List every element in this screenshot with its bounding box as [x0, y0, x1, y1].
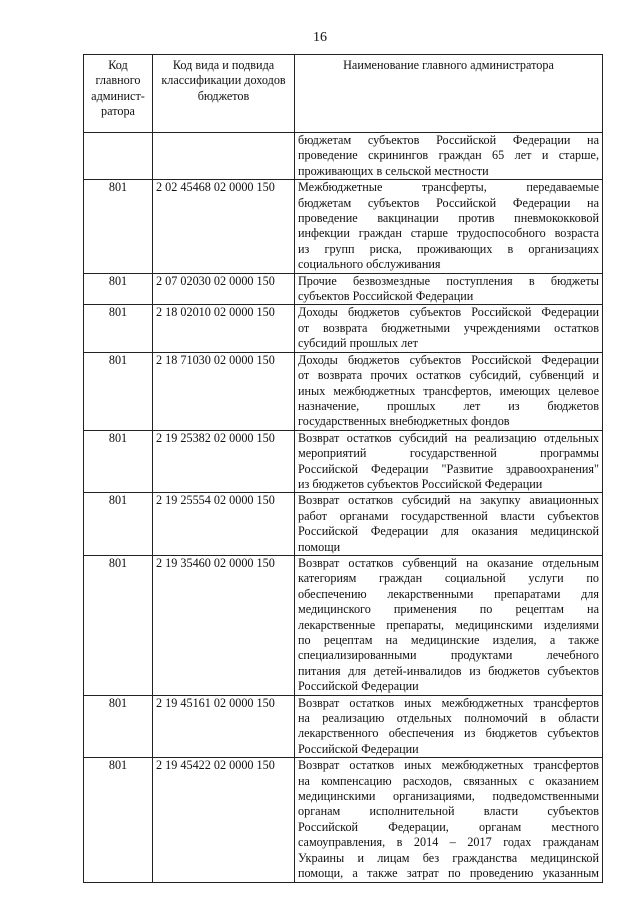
name-text-line: помощи: [298, 539, 341, 554]
name-text-line: из групп риска, проживающих в организациях: [298, 241, 599, 256]
classification-code-cell: 2 07 02030 02 0000 150: [153, 273, 295, 305]
classification-code-cell: [153, 133, 295, 180]
table-row: [84, 273, 603, 305]
administrator-name-cell: [295, 273, 603, 305]
name-text-line: Возврат остатков субсидий на реализацию отдельных: [298, 430, 599, 445]
name-text-line: лекарственные препараты, медицинскими изделиями: [298, 617, 599, 632]
name-text-line: Российской Федерации: [298, 679, 419, 694]
classification-code-cell: 2 19 25382 02 0000 150: [153, 430, 295, 493]
name-text-line: Российской Федерации "Развитие здравоохранения": [298, 461, 599, 476]
administrator-name-cell: [295, 555, 603, 695]
name-text-line: проведение скринингов граждан 65 лет и старше,: [298, 148, 599, 163]
name-text-line: категориям граждан социальной услуги по: [298, 571, 599, 586]
admin-code-cell: 801: [84, 305, 153, 352]
name-text-line: специализированными продуктами лечебного: [298, 648, 599, 663]
name-text-line: Российской Федерации для оказания медицинской: [298, 524, 599, 539]
name-text-line: инфекции граждан старше трудоспособного возраста: [298, 226, 599, 241]
name-text-line: работ органами государственной власти субъектов: [298, 508, 599, 523]
name-text-line: лекарственного обеспечения из бюджетов субъектов: [298, 726, 599, 741]
name-text-line: Доходы бюджетов субъектов Российской Федерации: [298, 352, 599, 367]
name-text-line: проживающих в сельской местности: [298, 163, 489, 178]
name-text-line: Межбюджетные трансферты, передаваемые: [298, 180, 599, 195]
classification-code-cell: 2 19 45161 02 0000 150: [153, 695, 295, 758]
table-row: [84, 555, 603, 695]
name-text-line: назначение, прошлых лет из бюджетов: [298, 398, 599, 413]
table-body: [84, 133, 603, 883]
classification-code-cell: 2 18 71030 02 0000 150: [153, 352, 295, 430]
name-text-line: помощи, а также затрат по проведению указанным: [298, 866, 599, 881]
name-text-line: Российской Федерации: [298, 741, 419, 756]
name-text-line: Доходы бюджетов субъектов Российской Федерации: [298, 305, 599, 320]
administrator-name-cell: [295, 180, 603, 273]
name-text-line: медицинскими организациями, подведомственными: [298, 789, 599, 804]
name-text-line: мероприятий государственной программы: [298, 446, 599, 461]
administrator-name-cell: [295, 133, 603, 180]
name-text-line: государственных внебюджетных фондов: [298, 414, 510, 429]
name-text-line: Российской Федерации, органам местного: [298, 819, 599, 834]
table-row: [84, 133, 603, 180]
name-text-line: субъектов Российской Федерации: [298, 289, 474, 304]
admin-code-cell: 801: [84, 555, 153, 695]
classification-code-cell: 2 19 25554 02 0000 150: [153, 493, 295, 556]
administrator-name-cell: [295, 352, 603, 430]
name-text-line: Украины и лицам без гражданства медицинской: [298, 850, 599, 865]
admin-code-cell: 801: [84, 273, 153, 305]
budget-revenue-table: [83, 54, 603, 883]
name-text-line: Возврат остатков субвенций на оказание отдельным: [298, 555, 599, 570]
admin-code-cell: 801: [84, 180, 153, 273]
name-text-line: бюджетам субъектов Российской Федерации на: [298, 195, 599, 210]
table-row: [84, 180, 603, 273]
table-row: [84, 430, 603, 493]
name-text-line: бюджетам субъектов Российской Федерации на: [298, 133, 599, 147]
administrator-name-cell: [295, 430, 603, 493]
name-text-line: социального обслуживания: [298, 257, 441, 272]
table-row: [84, 758, 603, 882]
name-text-line: по рецептам на медицинские изделия, а также: [298, 633, 599, 647]
name-text-line: субсидий прошлых лет: [298, 336, 418, 351]
admin-code-cell: 801: [84, 493, 153, 556]
name-text-line: Возврат остатков субсидий на закупку авиационных: [298, 493, 599, 508]
name-text-line: Прочие безвозмездные поступления в бюджеты: [298, 273, 599, 288]
administrator-name-cell: [295, 493, 603, 556]
name-text-line: Возврат остатков иных межбюджетных трансфертов: [298, 695, 599, 710]
table-row: [84, 493, 603, 556]
name-text-line: иных межбюджетных трансфертов, имеющих целевое: [298, 383, 599, 398]
table-row: [84, 305, 603, 352]
administrator-name-cell: [295, 305, 603, 352]
name-text-line: от возврата прочих остатков субсидий, субвенций и: [298, 368, 599, 383]
admin-code-cell: [84, 133, 153, 180]
administrator-name-cell: [295, 758, 603, 882]
classification-code-cell: 2 19 35460 02 0000 150: [153, 555, 295, 695]
name-text-line: на реализацию отдельных полномочий в области: [298, 711, 599, 726]
table-row: [84, 695, 603, 758]
header-admin-code: Код главного админист-ратора: [84, 55, 153, 133]
name-text-line: самоуправления, в 2014 – 2017 годах гражданам: [298, 835, 599, 850]
table-header-row: [84, 55, 603, 133]
page-number: 16: [313, 30, 327, 45]
name-text-line: Возврат остатков иных межбюджетных трансфертов: [298, 758, 599, 773]
classification-code-cell: 2 18 02010 02 0000 150: [153, 305, 295, 352]
admin-code-cell: 801: [84, 758, 153, 882]
name-text-line: обеспечению лекарственными препаратами для: [298, 586, 599, 601]
admin-code-cell: 801: [84, 352, 153, 430]
name-text-line: на компенсацию расходов, связанных с оказанием: [298, 773, 599, 788]
admin-code-cell: 801: [84, 695, 153, 758]
table-row: [84, 352, 603, 430]
header-administrator-name: Наименование главного администратора: [295, 55, 603, 133]
administrator-name-cell: [295, 695, 603, 758]
header-classification-code: Код вида и подвида классификации доходов бюджетов: [153, 55, 295, 133]
name-text-line: органам исполнительной власти субъектов: [298, 804, 599, 819]
classification-code-cell: 2 19 45422 02 0000 150: [153, 758, 295, 882]
name-text-line: из бюджетов субъектов Российской Федерации: [298, 476, 543, 491]
name-text-line: от возврата бюджетными учреждениями остатков: [298, 320, 599, 335]
name-text-line: медицинского применения по рецептам на: [298, 602, 599, 617]
name-text-line: проведение вакцинации против пневмококковой: [298, 211, 599, 226]
admin-code-cell: 801: [84, 430, 153, 493]
name-text-line: питания для детей-инвалидов из бюджетов субъектов: [298, 663, 599, 678]
classification-code-cell: 2 02 45468 02 0000 150: [153, 180, 295, 273]
